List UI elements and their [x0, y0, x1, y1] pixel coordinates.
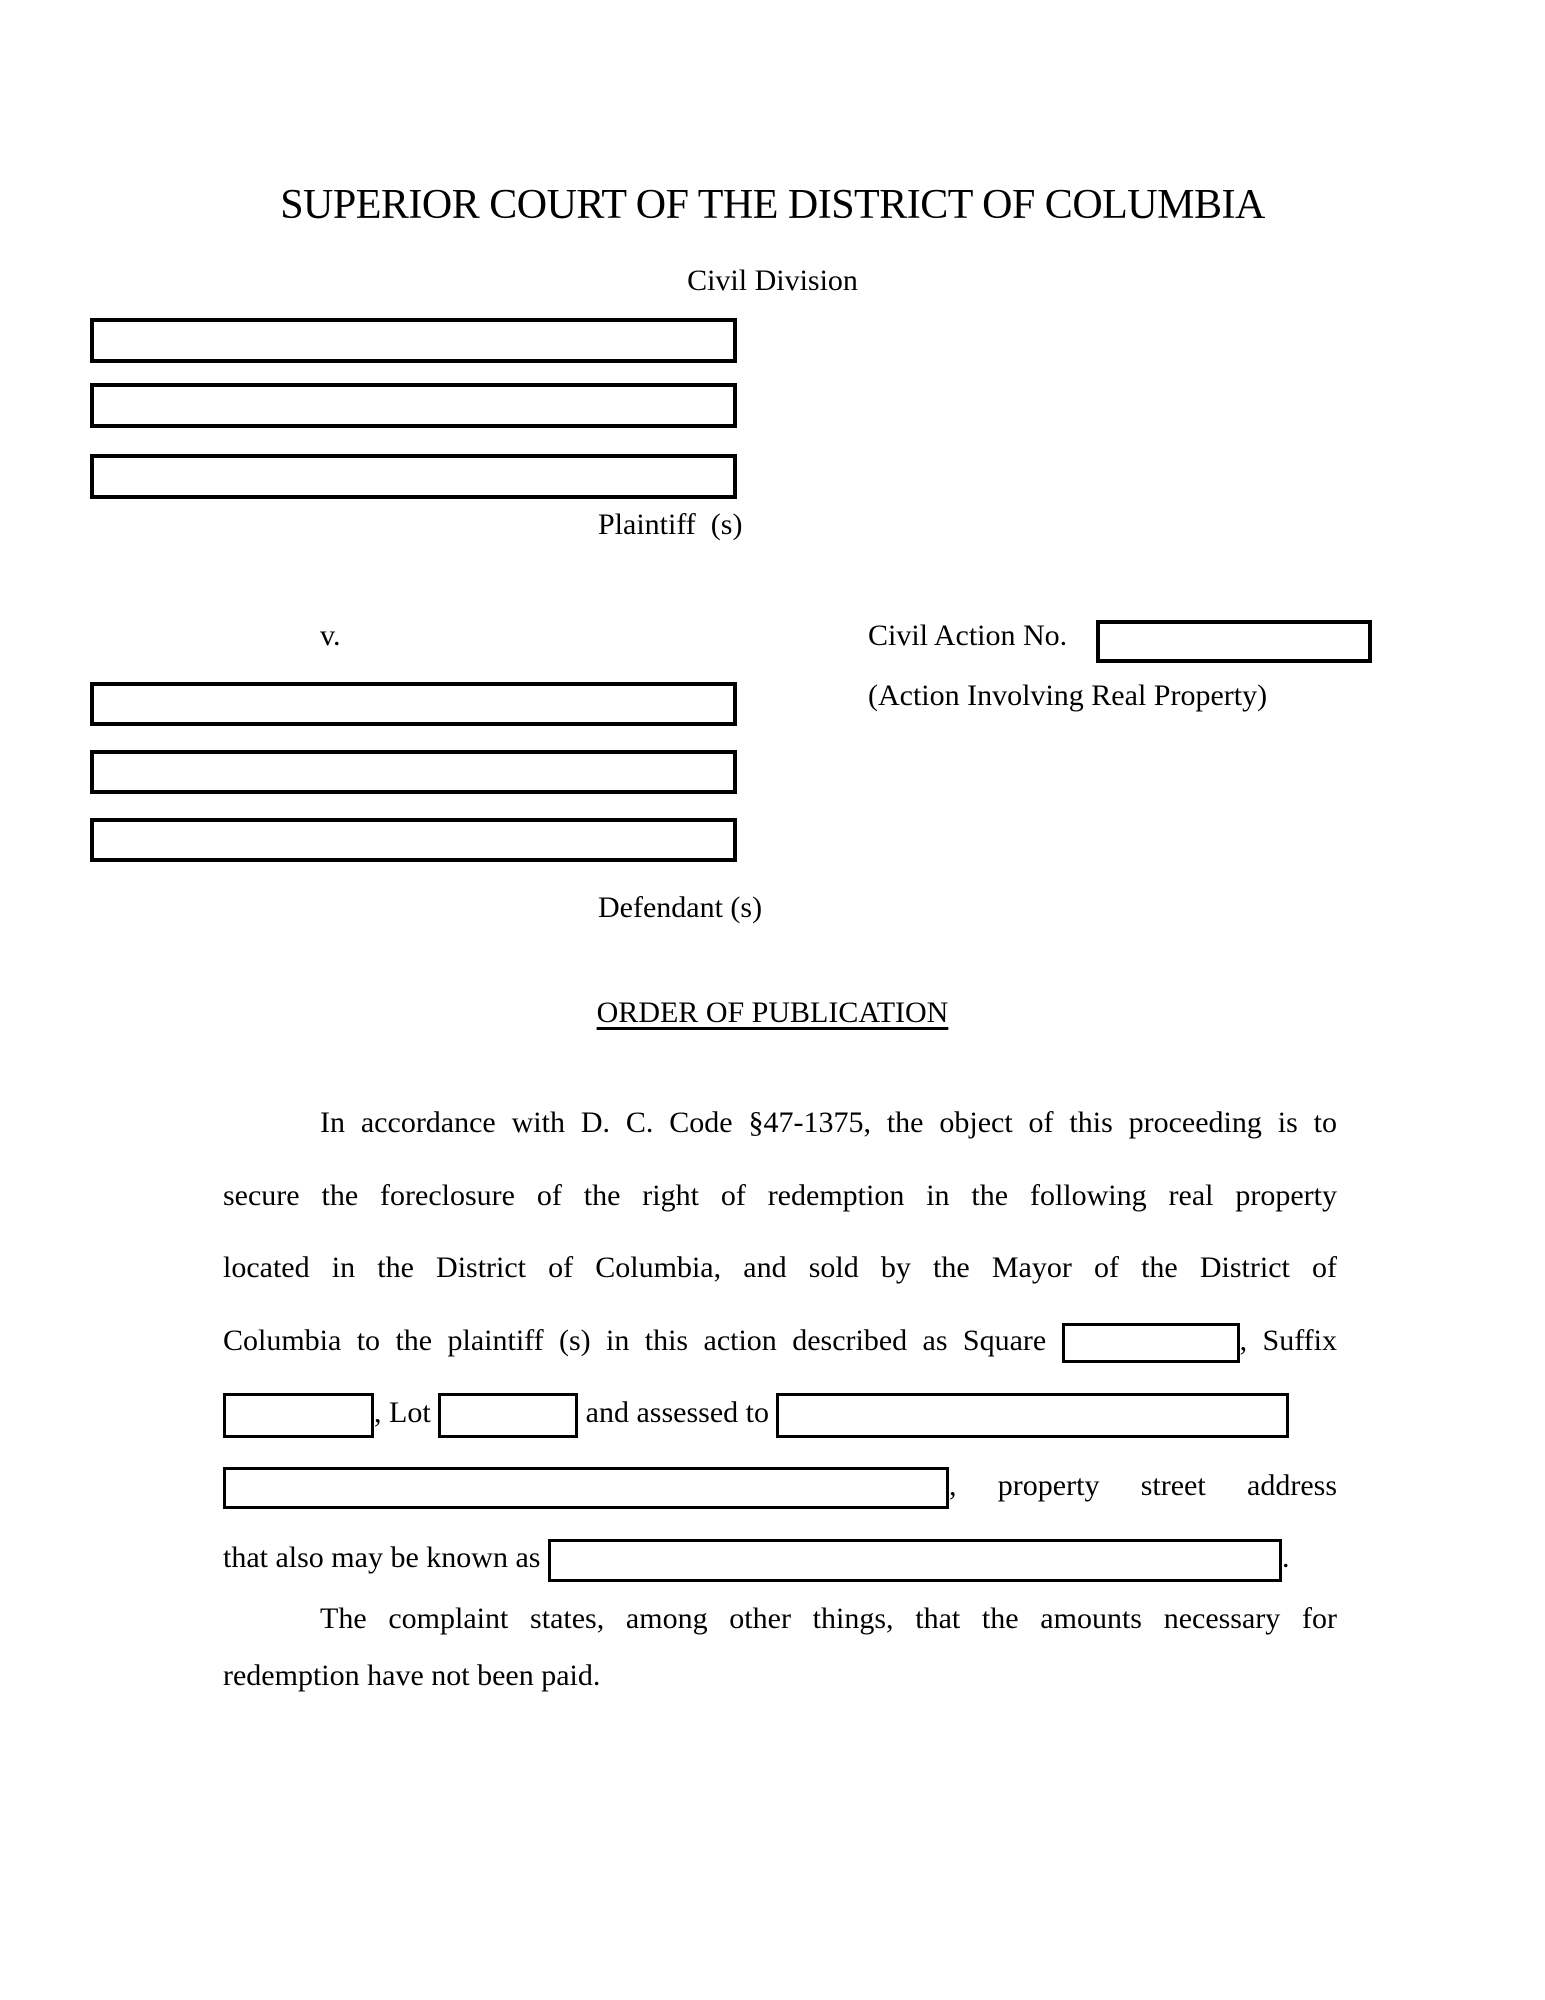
- line5-text-2: and assessed to: [585, 1396, 769, 1429]
- body-line-8: The complaint states, among other things, that the amounts necessary for: [320, 1602, 1337, 1635]
- order-of-publication-heading: ORDER OF PUBLICATION: [596, 996, 949, 1029]
- lot-field[interactable]: [438, 1393, 578, 1438]
- civil-action-no-field[interactable]: [1096, 620, 1372, 663]
- defendant-name-field-1[interactable]: [90, 682, 737, 726]
- body-line-6: [223, 1450, 1337, 1523]
- civil-division-subtitle: Civil Division: [687, 264, 858, 297]
- body-line-5: [223, 1377, 1337, 1450]
- line7-text: that also may be known as: [223, 1541, 541, 1574]
- plaintiff-name-field-1[interactable]: [90, 318, 737, 363]
- page-title: SUPERIOR COURT OF THE DISTRICT OF COLUMBIA: [280, 182, 1265, 228]
- suffix-field[interactable]: [223, 1393, 374, 1438]
- body-line-7: [223, 1522, 1337, 1595]
- plaintiff-name-field-2[interactable]: [90, 383, 737, 428]
- order-body-paragraph: [223, 1087, 1337, 1595]
- action-involving-real-property-note: (Action Involving Real Property): [868, 679, 1268, 712]
- line4-text: Columbia to the plaintiff (s) in this action described as Square: [223, 1323, 1047, 1357]
- property-address-field[interactable]: [223, 1467, 949, 1509]
- square-field[interactable]: [1062, 1323, 1240, 1363]
- body-line-2: secure the foreclosure of the right of redemption in the following real property: [223, 1178, 1337, 1212]
- body-line-4: [223, 1305, 1337, 1378]
- defendant-name-field-2[interactable]: [90, 750, 737, 794]
- assessed-to-field[interactable]: [776, 1393, 1289, 1438]
- body-line-1: In accordance with D. C. Code §47-1375, the object of this proceeding is to: [320, 1106, 1337, 1139]
- defendant-label: Defendant (s): [598, 891, 763, 924]
- also-known-as-field[interactable]: [548, 1539, 1282, 1582]
- versus-label: v.: [320, 619, 341, 652]
- line6-text: , property street address: [949, 1468, 1337, 1502]
- body-line-3: located in the District of Columbia, and sold by the Mayor of the District of: [223, 1251, 1337, 1284]
- complaint-paragraph: [223, 1590, 1337, 1704]
- body-line-9: redemption have not been paid.: [223, 1659, 601, 1692]
- civil-action-no-label: Civil Action No.: [868, 619, 1068, 652]
- line5-text-1: , Lot: [374, 1396, 431, 1429]
- defendant-name-field-3[interactable]: [90, 818, 737, 862]
- line7-text-after: .: [1281, 1541, 1290, 1574]
- line4-text-after: , Suffix: [1239, 1323, 1337, 1357]
- plaintiff-label: Plaintiff (s): [598, 508, 743, 541]
- plaintiff-name-field-3[interactable]: [90, 454, 737, 499]
